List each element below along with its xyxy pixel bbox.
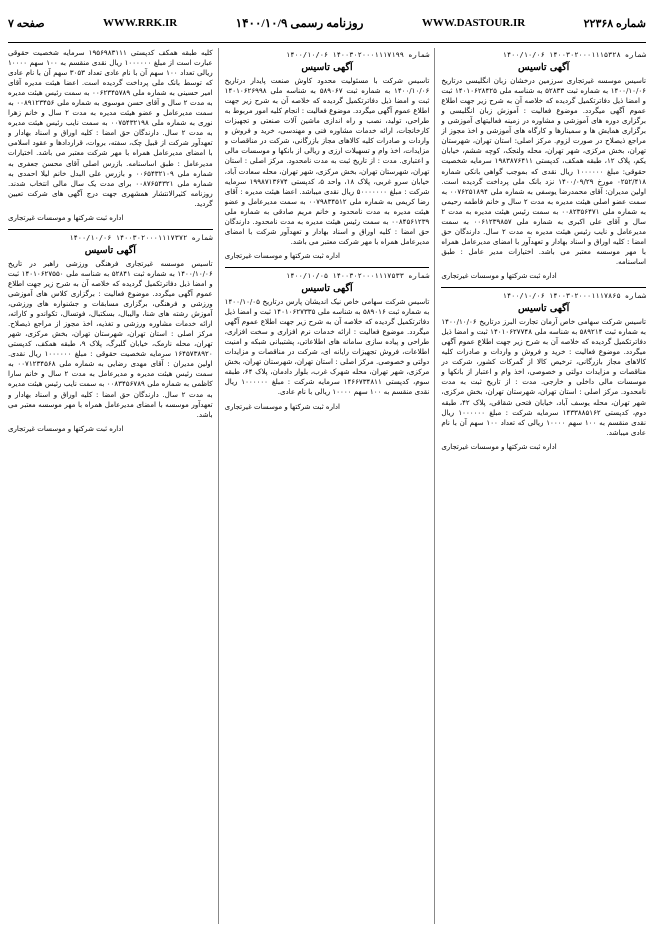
announcement	[8, 233, 213, 434]
announcement-body: تاسیس شرکت سهامی خاص نیک اندیشان پارس درتاریخ ۱۴۰۰/۱۰/۰۵ به شماره ثبت ۵۸۹۰۱۶ به شناسه ملی ۱۴۰۱۰۶۲۷۳۳۵ ثبت و امضا ذیل دفاترتکمیل گردیده که خلاصه آن به شرح زیر جهت اطلاع عموم آگهی میگردد. موضوع فعالیت : ارائه خدمات نرم افزاری و سخت افزاری، طراحی و پیاده سازی سامانه های اطلاعاتی، پشتیبانی شبکه و امنیت اطلاعات، فروش تجهیزات رایانه ای، شرکت در مناقصات و مزایدات دولتی و خصوصی. مرکز اصلی : استان تهران، شهرستان تهران، بخش مرکزی، شهر تهران، محله شهرک غرب، بلوار دادمان، پلاک ۶۴، طبقه سوم، کدپستی ۱۴۶۶۷۳۴۸۱۱ سرمایه شرکت : مبلغ ۱۰۰۰۰۰۰ ریال نقدی منقسم به ۱۰۰ سهم ۱۰۰۰۰ ریالی با نام عادی.	[224, 297, 430, 397]
announcement-body: تاسیس شرکت با مسئولیت محدود کاوش صنعت پایدار درتاریخ ۱۴۰۰/۱۰/۰۶ به شماره ثبت ۵۸۹۰۶۷ به شناسه ملی ۱۴۰۱۰۶۲۶۹۹۸ ثبت و امضا ذیل دفاترتکمیل گردیده که خلاصه آن به شرح زیر جهت اطلاع عموم آگهی میگردد. موضوع فعالیت : انجام کلیه امور مربوط به طراحی، تولید، نصب و راه اندازی ماشین آلات صنعتی و تجهیزات کارخانجات، ارائه خدمات مشاوره فنی و مهندسی، خرید و فروش و واردات و صادرات کلیه کالاهای مجاز بازرگانی، شرکت در مناقصات و مزایدات، اخذ وام و تسهیلات ارزی و ریالی از بانکها و موسسات مالی و اعتباری. مدت : از تاریخ ثبت به مدت نامحدود. مرکز اصلی : استان تهران، شهرستان تهران، بخش مرکزی، شهر تهران، محله سعادت آباد، خیابان سرو غربی، پلاک ۱۸، واحد ۵، کدپستی ۱۹۹۸۷۱۳۶۷۴ سرمایه شرکت : مبلغ ۵۰۰۰۰۰۰۰ ریال نقدی میباشد. اعضا هیئت مدیره : آقای رضا کریمی به شماره ملی ۰۰۷۹۸۳۴۵۱۲ به سمت مدیرعامل و عضو هیئت مدیره به مدت نامحدود و خانم مریم صادقی به شماره ملی ۰۰۸۴۵۶۱۲۳۹ به سمت رئیس هیئت مدیره به مدت نامحدود. دارندگان حق امضا : کلیه اوراق و اسناد بهادار و تعهدآور شرکت با امضای مدیرعامل همراه با مهر شرکت معتبر می باشد.	[224, 76, 430, 246]
registry-signature: اداره ثبت شرکتها و موسسات غیرتجاری	[224, 251, 340, 260]
registry-signature: اداره ثبت شرکتها و موسسات غیرتجاری	[7, 424, 124, 433]
announcement	[225, 50, 430, 261]
left-website-link[interactable]: WWW.RRK.IR	[103, 17, 178, 29]
registration-number: شماره ۱۴۰۰۳۰۲۰۰۰۱۱۱۷۳۷۲ ۱۴۰۰/۱۰/۰۶	[69, 233, 213, 242]
registration-number: شماره ۱۴۰۰۳۰۲۰۰۰۱۱۱۷۸۶۵ ۱۴۰۰/۱۰/۰۶	[502, 292, 646, 301]
newspaper-title-date: روزنامه رسمی ۱۴۰۰/۱۰/۹	[235, 15, 364, 30]
announcement-body: تاسیس موسسه غیرتجاری سرزمین درخشان زبان انگلیسی درتاریخ ۱۴۰۰/۱۰/۰۶ به شماره ثبت ۵۲۸۳۳ به شناسه ملی ۱۴۰۱۰۶۲۸۴۲۵ ثبت و امضا ذیل دفاترتکمیل گردیده که خلاصه آن به شرح زیر جهت اطلاع عموم آگهی میگردد. موضوع فعالیت : آموزش زبان انگلیسی و برگزاری دوره های آموزشی و مشاوره در زمینه فعالیتهای آموزشی و برگزاری همایش ها و سمینارها و کارگاه های آموزشی و اخذ مجوز از مراجع ذیصلاح در صورت لزوم. مرکز اصلی: استان تهران، شهرستان تهران، بخش مرکزی، شهر تهران، محله ولنجک، کوچه ششم، خیابان یکم، پلاک ۱۲، طبقه همکف، کدپستی ۱۹۸۳۸۷۶۴۱۱ سرمایه شخصیت حقوقی: مبلغ ۱۰۰۰۰۰۰ ریال نقدی که بموجب گواهی بانکی شماره ۰۲۵۲/۴۱۸ مورخ ۱۴۰۰/۰۹/۲۹ نزد بانک ملی پرداخت گردیده است. اولین مدیران: آقای محمدرضا یوسفی به شماره ملی ۰۰۷۶۲۵۱۸۹۴ به سمت عضو اصلی هیئت مدیره به مدت ۲ سال و خانم فاطمه رحیمی به شماره ملی ۰۰۸۲۳۵۶۴۷۱ به سمت رئیس هیئت مدیره به مدت ۲ سال و آقای علی اکبری به شماره ملی ۰۰۶۱۲۳۹۸۵۷ به سمت مدیرعامل و نایب رئیس هیئت مدیره به مدت ۲ سال. دارندگان حق امضا : کلیه اوراق و اسناد بهادار و تعهدآور با امضای مدیرعامل همراه با مهر موسسه معتبر می باشد. اختیارات مدیر عامل : طبق اساسنامه.	[441, 76, 646, 266]
registration-number: شماره ۱۴۰۰۳۰۲۰۰۰۱۱۱۷۱۹۹ ۱۴۰۰/۱۰/۰۶	[286, 51, 430, 59]
page-header	[8, 6, 646, 40]
announcement	[441, 291, 646, 452]
announcement	[8, 48, 213, 223]
registry-signature: اداره ثبت شرکتها و موسسات غیرتجاری	[224, 402, 340, 411]
issue-number: شماره ۲۲۳۶۸	[583, 17, 646, 30]
registry-signature: اداره ثبت شرکتها و موسسات غیرتجاری	[7, 213, 124, 222]
right-website-link[interactable]: WWW.DASTOUR.IR	[421, 17, 526, 29]
announcement	[441, 50, 646, 281]
announcement-divider	[441, 287, 646, 288]
announcement-body: کلیه طبقه همکف کدپستی ۱۹۵۶۹۸۳۱۱۱ سرمایه شخصیت حقوقی عبارت است از مبلغ ۱۰۰۰۰۰۰ ریال نقدی منقسم به ۱۰۰ سهم ۱۰۰۰۰ ریالی تعداد ۱۰۰ سهم آن با نام عادی تعداد ۳۰۵۳ سهم آن با نام عادی که توسط بانک ملی پرداخت گردیده است. اعضا هیئت مدیره آقای امیر حسینی به شماره ملی ۰۰۶۲۳۴۵۷۸۹ به سمت رئیس هیئت مدیره به مدت ۲ سال و آقای حسن موسوی به شماره ملی ۰۰۸۹۱۲۳۴۵۶ به سمت مدیرعامل و عضو هیئت مدیره به مدت ۲ سال و خانم زهرا نوری به شماره ملی ۰۰۷۵۴۳۲۱۹۸ به سمت نایب رئیس هیئت مدیره به مدت ۲ سال. دارندگان حق امضا : کلیه اوراق و اسناد بهادار و تعهدآور شرکت از قبیل چک، سفته، بروات، قراردادها و عقود اسلامی با امضای مدیرعامل همراه با مهر شرکت معتبر می باشد. اختیارات مدیرعامل : طبق اساسنامه. بازرس اصلی آقای محسن جعفری به شماره ملی ۰۰۶۵۴۳۲۱۰۹ و بازرس علی البدل خانم لیلا احمدی به شماره ملی ۰۰۸۷۶۵۴۳۲۱ برای مدت یک سال مالی انتخاب شدند. روزنامه کثیرالانتشار همشهری جهت درج آگهی های شرکت تعیین گردید.	[7, 48, 213, 208]
columns-container	[8, 48, 646, 924]
announcement-divider	[225, 267, 430, 268]
announcement	[225, 271, 430, 412]
column-middle	[225, 48, 436, 924]
announcement-divider	[8, 229, 213, 230]
announcement-title: آگهی تاسیس	[301, 62, 353, 74]
column-left	[8, 48, 219, 924]
announcement-title: آگهی تاسیس	[518, 303, 570, 315]
announcement-title: آگهی تاسیس	[518, 62, 570, 74]
announcement-title: آگهی تاسیس	[84, 244, 136, 256]
registry-signature: اداره ثبت شرکتها و موسسات غیرتجاری	[441, 442, 557, 451]
announcement-body: تاسیس موسسه غیرتجاری فرهنگی ورزشی راهبر در تاریخ ۱۴۰۰/۱۰/۰۶ به شماره ثبت ۵۲۸۴۱ به شناسه ملی ۱۴۰۱۰۶۲۷۵۵۰ ثبت و امضا ذیل دفاترتکمیل گردیده که خلاصه آن به شرح زیر جهت اطلاع عموم آگهی میگردد. موضوع فعالیت : برگزاری کلاس های آموزشی ورزشی و فرهنگی، برگزاری مسابقات و جشنواره های ورزشی، آموزش رشته های شنا، والیبال، بسکتبال، فوتسال، تکواندو و کاراته، ارائه خدمات مشاوره ورزشی و تغذیه، اخذ مجوز از مراجع ذیصلاح. مرکز اصلی : استان تهران، شهرستان تهران، بخش مرکزی، شهر تهران، محله نارمک، خیابان گلبرگ، پلاک ۹، طبقه همکف، کدپستی ۱۶۴۵۷۳۸۹۲۰ سرمایه شخصیت حقوقی : مبلغ ۱۰۰۰۰۰۰ ریال نقدی. اولین مدیران : آقای مهدی رضایی به شماره ملی ۰۰۷۱۲۳۴۵۶۸ به سمت رئیس هیئت مدیره و مدیرعامل به مدت ۲ سال و خانم سارا کاظمی به شماره ملی ۰۰۸۳۴۵۶۷۸۹ به سمت نایب رئیس هیئت مدیره به مدت ۲ سال. دارندگان حق امضا : کلیه اوراق و اسناد بهادار و تعهدآور موسسه با امضای مدیرعامل همراه با مهر موسسه معتبر می باشد.	[7, 258, 213, 419]
header-rule	[8, 42, 646, 43]
registry-signature: اداره ثبت شرکتها و موسسات غیرتجاری	[441, 271, 557, 280]
registration-number: شماره ۱۴۰۰۳۰۲۰۰۰۱۱۱۵۳۲۸ ۱۴۰۰/۱۰/۰۶	[502, 51, 646, 59]
page-number: صفحه ۷	[8, 17, 45, 30]
column-right	[441, 48, 646, 924]
registration-number: شماره ۱۴۰۰۳۰۲۰۰۰۱۱۱۷۵۳۳ ۱۴۰۰/۱۰/۰۵	[286, 271, 430, 280]
announcement-body: تاسیس شرکت سهامی خاص آرمان تجارت البرز درتاریخ ۱۴۰۰/۱۰/۰۶ به شماره ثبت ۵۸۹۲۱۴ به شناسه ملی ۱۴۰۱۰۶۲۷۷۴۸ ثبت و امضا ذیل دفاترتکمیل گردیده که خلاصه آن به شرح زیر جهت اطلاع عموم آگهی میگردد. موضوع فعالیت : خرید و فروش و واردات و صادرات کلیه کالاهای مجاز بازرگانی، ترخیص کالا از گمرکات کشور، شرکت در مناقصات و مزایدات دولتی و خصوصی، اخذ وام و اعتبار از بانکها و موسسات مالی داخلی و خارجی. مدت : از تاریخ ثبت به مدت نامحدود. مرکز اصلی : استان تهران، شهرستان تهران، بخش مرکزی، شهر تهران، محله یوسف آباد، خیابان فتحی شقاقی، پلاک ۴۲، طبقه دوم، کدپستی ۱۴۳۳۸۸۵۱۶۲ سرمایه شرکت : مبلغ ۱۰۰۰۰۰۰ ریال نقدی منقسم به ۱۰۰ سهم ۱۰۰۰۰ ریالی که تعداد ۱۰۰ سهم آن با نام عادی میباشد.	[441, 317, 646, 437]
announcement-title: آگهی تاسیس	[301, 282, 353, 294]
